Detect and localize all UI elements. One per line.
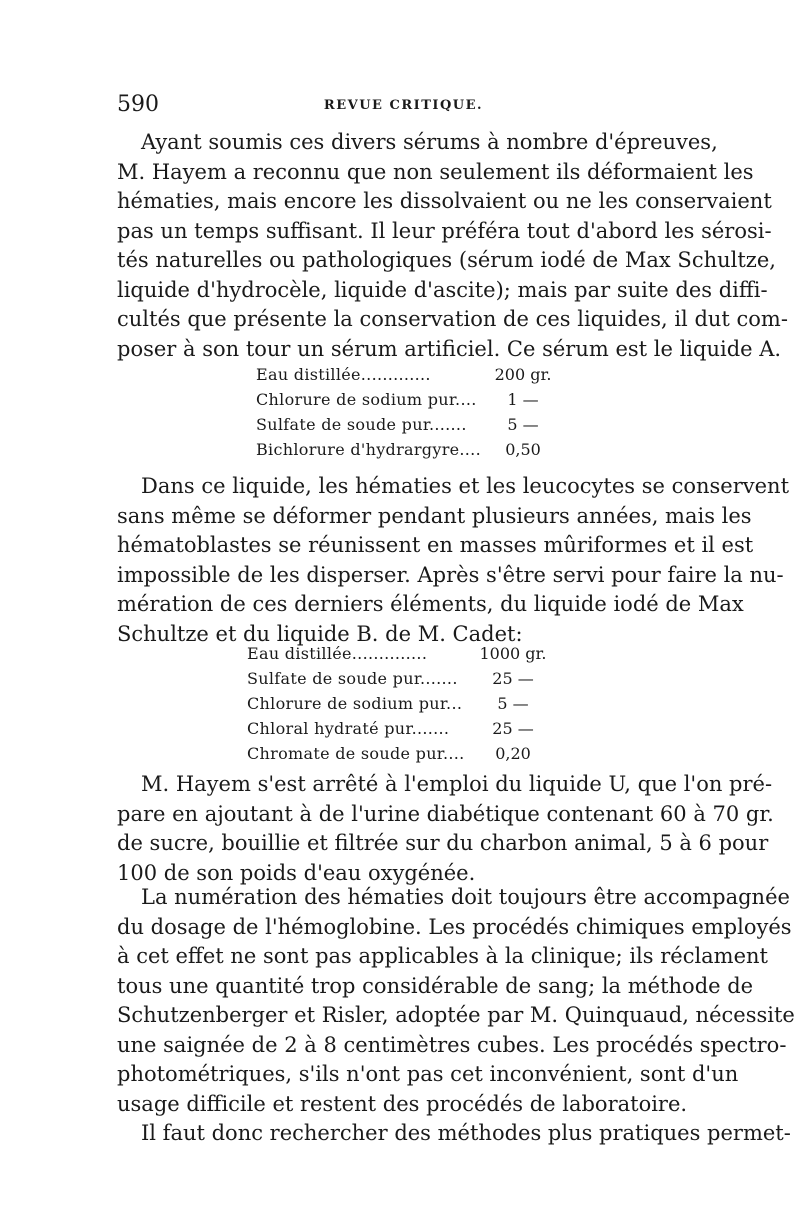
text-line: Il faut donc rechercher des méthodes plus pratiques permet- — [141, 1121, 791, 1145]
paragraph-3 — [117, 770, 774, 888]
text-line: impossible de les disperser. Après s'être servi pour faire la nu- — [117, 562, 784, 587]
ingredient: Bichlorure d'hydrargyre.... — [256, 440, 481, 459]
recipe-row — [247, 716, 553, 741]
recipe-row — [247, 641, 553, 666]
text-line: hématies, mais encore les dissolvaient ou ne les conservaient — [117, 189, 772, 213]
recipe-row — [247, 741, 553, 766]
recipe-row — [256, 387, 558, 412]
text-line: Ayant soumis ces divers sérums à nombre d'épreuves, — [141, 130, 718, 154]
page-number: 590 — [117, 92, 159, 117]
text-line: du dosage de l'hémoglobine. Les procédés chimiques employés — [117, 914, 792, 939]
quantity: 25 — — [492, 719, 534, 738]
page-header — [117, 92, 690, 122]
text-line: Schutzenberger et Risler, adoptée par M. Quinquaud, nécessite — [117, 1003, 795, 1027]
text-line: M. Hayem a reconnu que non seulement ils déformaient les — [117, 159, 754, 184]
quantity: 5 — — [497, 694, 529, 713]
recipe-liquide-a — [256, 362, 558, 462]
quantity: 1 — — [507, 390, 539, 409]
running-title: REVUE CRITIQUE. — [323, 98, 484, 113]
paragraph-1 — [117, 128, 788, 364]
text-line: mération de ces derniers éléments, du liquide iodé de Max — [117, 592, 744, 616]
text-line: poser à son tour un sérum artificiel. Ce sérum est le liquide A. — [117, 336, 782, 361]
text-line: usage difficile et restent des procédés de laboratoire. — [117, 1091, 688, 1116]
text-line: Schultze et du liquide B. de M. Cadet: — [117, 621, 523, 646]
quantity: 5 — — [507, 415, 539, 434]
recipe-row — [247, 691, 553, 716]
quantity: 0,20 — [495, 744, 531, 763]
text-line: 100 de son poids d'eau oxygénée. — [117, 860, 476, 885]
text-line: pare en ajoutant à de l'urine diabétique contenant 60 à 70 gr. — [117, 801, 774, 826]
text-line: Dans ce liquide, les hématies et les leucocytes se conservent — [141, 474, 790, 498]
recipe-row — [256, 437, 558, 462]
quantity: 200 gr. — [494, 365, 552, 384]
ingredient: Eau distillée............. — [256, 365, 431, 384]
text-line: hématoblastes se réunissent en masses mûriformes et il est — [117, 533, 754, 557]
text-line: une saignée de 2 à 8 centimètres cubes. Les procédés spectro- — [117, 1032, 787, 1057]
quantity: 1000 gr. — [479, 644, 547, 663]
recipe-row — [256, 412, 558, 437]
text-line: pas un temps suffisant. Il leur préféra tout d'abord les sérosi- — [117, 218, 772, 243]
text-line: La numération des hématies doit toujours être accompagnée — [141, 885, 790, 909]
quantity: 25 — — [492, 669, 534, 688]
text-line: tés naturelles ou pathologiques (sérum iodé de Max Schultze, — [117, 248, 776, 272]
text-line: de sucre, bouillie et filtrée sur du charbon animal, 5 à 6 pour — [117, 831, 769, 855]
ingredient: Sulfate de soude pur....... — [256, 415, 467, 434]
recipe-row — [256, 362, 558, 387]
recipe-liquide-b — [247, 641, 553, 766]
paragraph-2 — [117, 472, 790, 649]
text-line: photométriques, s'ils n'ont pas cet inconvénient, sont d'un — [117, 1062, 739, 1086]
quantity: 0,50 — [505, 440, 541, 459]
text-line: sans même se déformer pendant plusieurs années, mais les — [117, 503, 752, 528]
paragraph-4 — [117, 883, 795, 1149]
ingredient: Chloral hydraté pur....... — [247, 719, 450, 738]
text-line: cultés que présente la conservation de ces liquides, il dut com- — [117, 307, 788, 331]
ingredient: Chlorure de sodium pur... — [247, 694, 463, 713]
text-line: tous une quantité trop considérable de sang; la méthode de — [117, 973, 754, 998]
recipe-row — [247, 666, 553, 691]
ingredient: Chlorure de sodium pur.... — [256, 390, 477, 409]
ingredient: Sulfate de soude pur....... — [247, 669, 458, 688]
ingredient: Eau distillée.............. — [247, 644, 428, 663]
text-line: à cet effet ne sont pas applicables à la clinique; ils réclament — [117, 944, 768, 968]
text-line: liquide d'hydrocèle, liquide d'ascite); mais par suite des diffi- — [117, 277, 768, 302]
text-line: M. Hayem s'est arrêté à l'emploi du liquide U, que l'on pré- — [141, 772, 773, 796]
ingredient: Chromate de soude pur.... — [247, 744, 465, 763]
